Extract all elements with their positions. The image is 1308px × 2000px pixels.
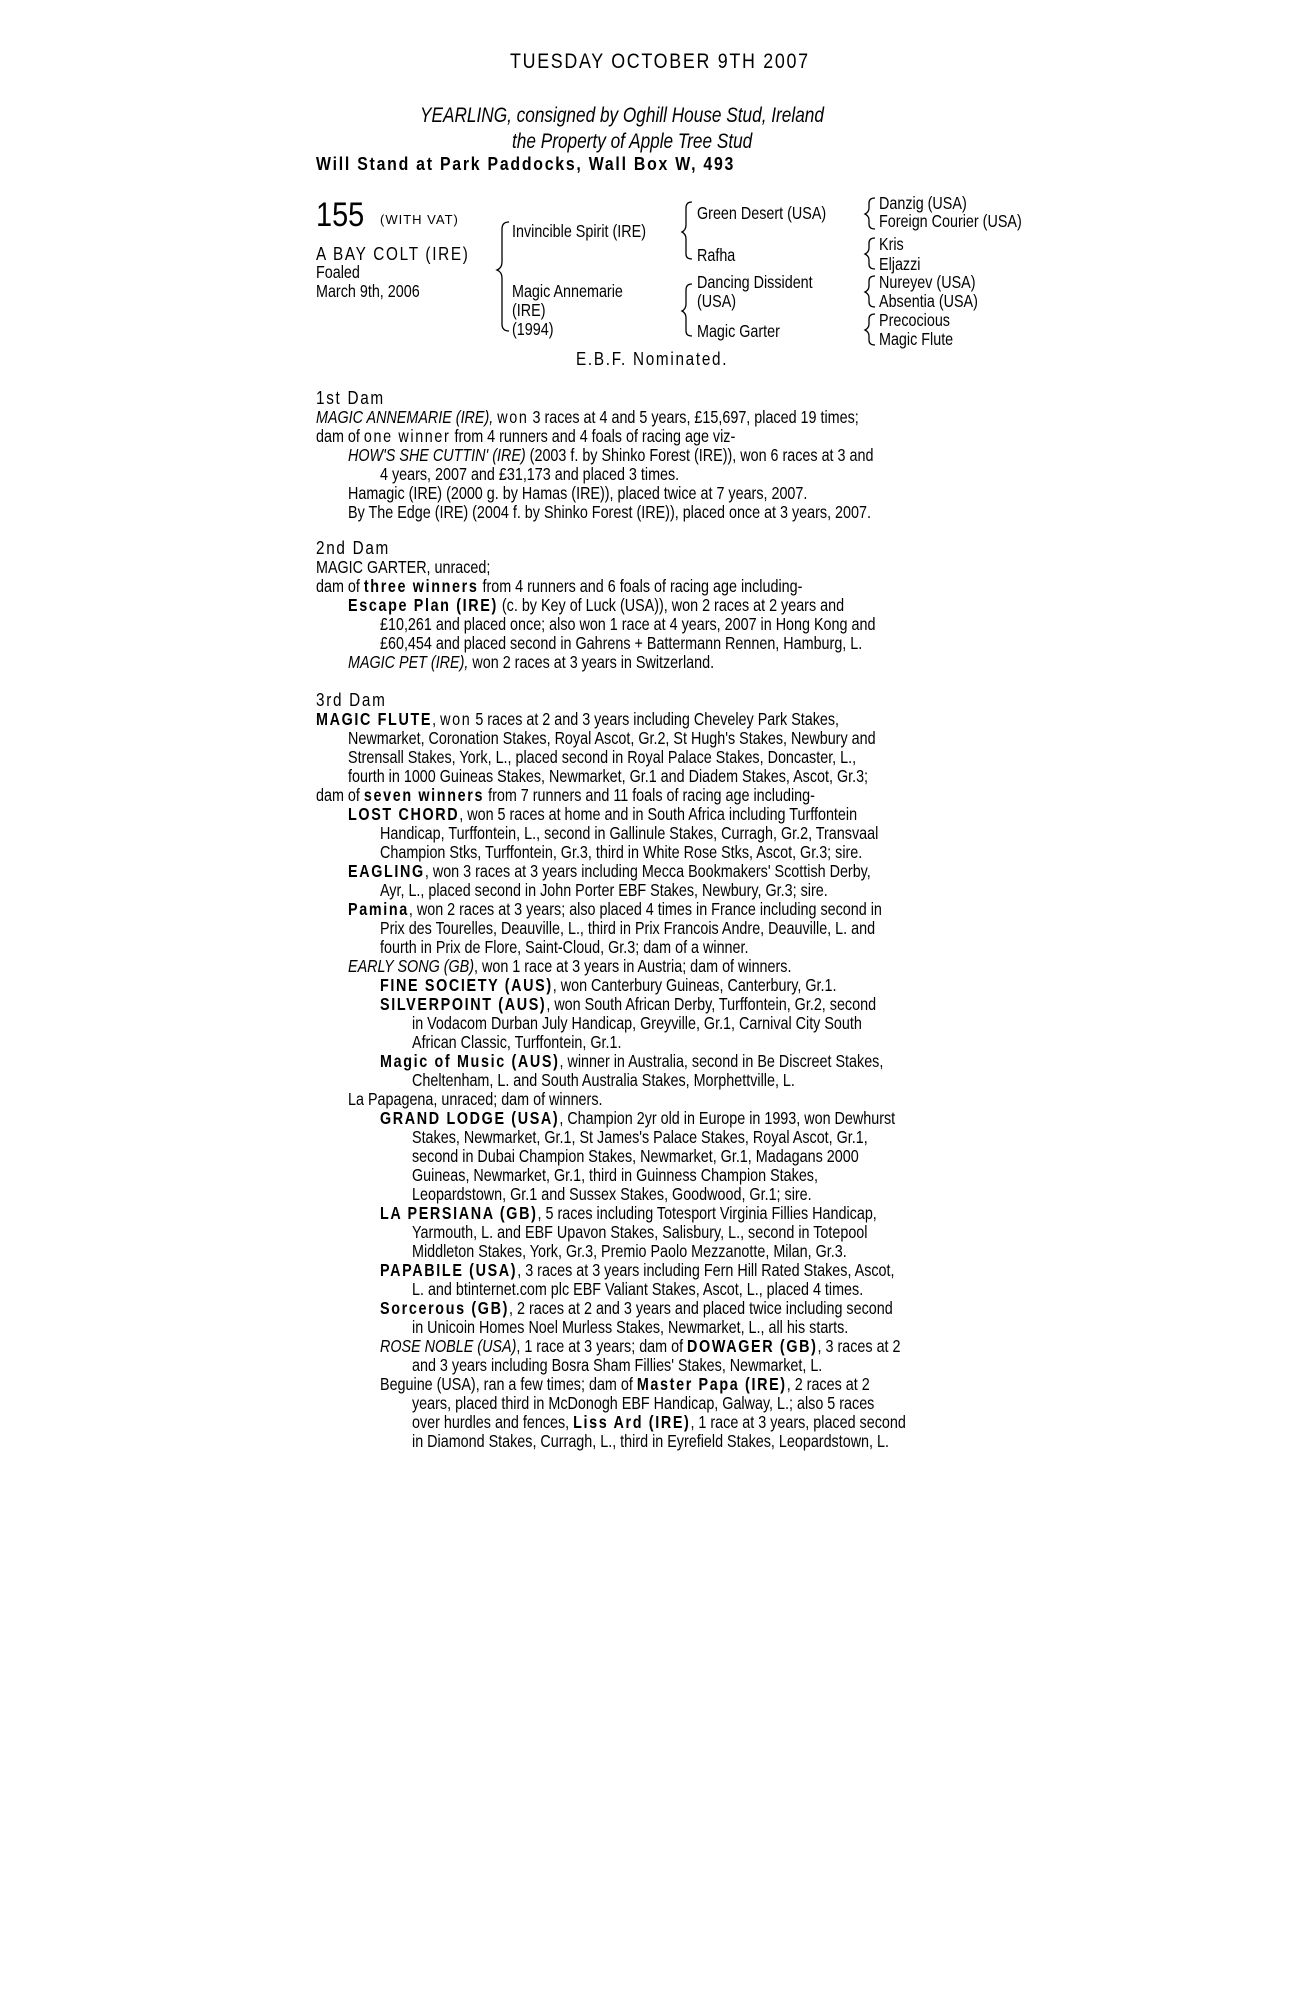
horse-name: FINE SOCIETY (AUS)	[380, 975, 553, 995]
horse-name: seven winners	[363, 785, 485, 805]
second-dam-line	[316, 577, 802, 596]
dam-line-3: (1994)	[512, 319, 554, 339]
sire-brace	[682, 202, 692, 259]
third-dam-line	[412, 1413, 906, 1432]
lot-number: 155	[316, 196, 365, 234]
third-dam-line	[412, 1128, 868, 1147]
horse-name: Pamina	[348, 899, 409, 919]
text-fragment: Leopardstown, Gr.1 and Sussex Stakes, Goodwood, Gr.1; sire.	[412, 1184, 812, 1204]
third-dam-line	[412, 1356, 822, 1375]
horse-name: Sorcerous (GB)	[380, 1298, 510, 1318]
second-dam-line	[348, 596, 844, 615]
consignor-line: YEARLING, consigned by Oghill House Stud, Ireland	[420, 104, 824, 127]
text-fragment: Guineas, Newmarket, Gr.1, third in Guinness Champion Stakes,	[412, 1165, 818, 1185]
third-dam-line	[380, 1109, 895, 1128]
third-dam-line	[380, 938, 749, 957]
text-fragment: 3 races at 4 and 5 years, £15,697, placed 19 times;	[532, 407, 859, 427]
text-fragment: , 1 race at 3 years; dam of	[516, 1336, 688, 1356]
text-fragment: L. and btinternet.com plc EBF Valiant Stakes, Ascot, L., placed 4 times.	[412, 1279, 864, 1299]
text-fragment: won	[440, 709, 472, 729]
text-fragment: Handicap, Turffontein, L., second in Gallinule Stakes, Curragh, Gr.2, Transvaal	[380, 823, 879, 843]
text-fragment: dam of	[316, 426, 360, 446]
property-line: the Property of Apple Tree Stud	[512, 130, 753, 153]
text-fragment: Strensall Stakes, York, L., placed second in Royal Palace Stakes, Doncaster, L.,	[348, 747, 857, 767]
horse-name: DOWAGER (GB)	[687, 1336, 818, 1356]
third-dam-line	[412, 1147, 859, 1166]
second-dam-line: £60,454 and placed second in Gahrens + Battermann Rennen, Hamburg, L.	[380, 633, 863, 653]
dam-dam: Magic Garter	[697, 321, 780, 341]
third-dam-line	[380, 824, 878, 843]
produce-name: MAGIC PET (IRE),	[348, 652, 469, 672]
third-dam-line	[316, 786, 815, 805]
first-dam-title: 1st Dam	[316, 388, 385, 408]
text-fragment: , 2 races at 2	[786, 1374, 870, 1394]
text-fragment: won	[497, 407, 529, 427]
sire-dam: Rafha	[697, 245, 736, 265]
dsd: Absentia (USA)	[879, 291, 978, 311]
text-fragment: , Champion 2yr old in Europe in 1993, won Dewhurst	[559, 1108, 896, 1128]
text-fragment: African Classic, Turffontein, Gr.1.	[412, 1032, 622, 1052]
g3-brace-3	[865, 276, 875, 307]
text-fragment: , 3 races at 3 years including Fern Hill Rated Stakes, Ascot,	[517, 1260, 895, 1280]
text-fragment: , 1 race at 3 years, placed second	[690, 1412, 906, 1432]
foaled-date: March 9th, 2006	[316, 281, 420, 301]
first-dam-line: 4 years, 2007 and £31,173 and placed 3 times.	[380, 464, 680, 484]
dds: Precocious	[879, 310, 950, 330]
second-dam-line: £10,261 and placed once; also won 1 race at 4 years, 2007 in Hong Kong and	[380, 614, 876, 634]
winners-count: one winner	[363, 426, 451, 446]
horse-name: GRAND LODGE (USA)	[380, 1108, 560, 1128]
first-dam-section	[316, 408, 1308, 528]
third-dam-line	[412, 1223, 867, 1242]
third-dam-line	[348, 862, 871, 881]
third-dam-title: 3rd Dam	[316, 690, 387, 710]
dss: Nureyev (USA)	[879, 272, 976, 292]
second-dam-line	[348, 653, 714, 672]
third-dam-section	[316, 710, 1308, 1470]
third-dam-line	[412, 1166, 818, 1185]
text-fragment: La Papagena, unraced; dam of winners.	[348, 1089, 603, 1109]
sds: Kris	[879, 234, 904, 254]
sss: Danzig (USA)	[879, 193, 967, 213]
third-dam-line	[412, 1071, 795, 1090]
produce-name: HOW'S SHE CUTTIN' (IRE)	[348, 445, 526, 465]
text-fragment: fourth in Prix de Flore, Saint-Cloud, Gr.3; dam of a winner.	[380, 937, 749, 957]
winners-count: three winners	[363, 576, 479, 596]
third-dam-line	[380, 995, 876, 1014]
horse-name: LA PERSIANA (GB)	[380, 1203, 538, 1223]
text-fragment: won 2 races at 3 years in Switzerland.	[472, 652, 715, 672]
text-fragment: Newmarket, Coronation Stakes, Royal Ascot, Gr.2, St Hugh's Stakes, Newbury and	[348, 728, 876, 748]
horse-name: Master Papa (IRE)	[636, 1374, 787, 1394]
sdd: Eljazzi	[879, 254, 921, 274]
text-fragment: Beguine (USA), ran a few times; dam of	[380, 1374, 637, 1394]
third-dam-line	[380, 1299, 893, 1318]
third-dam-line	[412, 1014, 862, 1033]
dam-line-2: (IRE)	[512, 300, 546, 320]
dam-sire-line-2: (USA)	[697, 291, 737, 311]
third-dam-line	[380, 1337, 901, 1356]
third-dam-line	[412, 1394, 874, 1413]
text-fragment: ,	[432, 709, 441, 729]
third-dam-line	[380, 881, 828, 900]
text-fragment: Yarmouth, L. and EBF Upavon Stakes, Salisbury, L., second in Totepool	[412, 1222, 868, 1242]
third-dam-line	[348, 957, 791, 976]
text-fragment: dam of	[316, 576, 360, 596]
text-fragment: , won 3 races at 3 years including Mecca Bookmakers' Scottish Derby,	[424, 861, 871, 881]
horse-description: A BAY COLT (IRE)	[316, 244, 470, 264]
text-fragment: , 3 races at 2	[817, 1336, 901, 1356]
text-fragment: Champion Stks, Turffontein, Gr.3, third in White Rose Stks, Ascot, Gr.3; sire.	[380, 842, 863, 862]
text-fragment: , won 1 race at 3 years in Austria; dam of winners.	[474, 956, 792, 976]
text-fragment: from 7 runners and 11 foals of racing age including-	[484, 785, 815, 805]
gen1-brace	[497, 222, 509, 331]
dam-name: MAGIC ANNEMARIE (IRE),	[316, 407, 494, 427]
text-fragment: second in Dubai Champion Stakes, Newmarket, Gr.1, Madagans 2000	[412, 1146, 859, 1166]
text-fragment: , won South African Derby, Turffontein, Gr.2, second	[546, 994, 877, 1014]
second-dam-section	[316, 558, 1308, 678]
first-dam-line	[316, 427, 735, 446]
text-fragment: from 4 runners and 6 foals of racing age including-	[482, 576, 803, 596]
dam-sire-line-1: Dancing Dissident	[697, 272, 813, 292]
text-fragment: Prix des Tourelles, Deauville, L., third in Prix Francois Andre, Deauville, L. and	[380, 918, 876, 938]
dam-line-1: Magic Annemarie	[512, 281, 623, 301]
horse-name: EARLY SONG (GB)	[348, 956, 475, 976]
ebf-nominated: E.B.F. Nominated.	[576, 349, 729, 369]
vat-note: (WITH VAT)	[380, 212, 459, 227]
pedigree-braces	[0, 0, 1308, 380]
text-fragment: years, placed third in McDonogh EBF Handicap, Galway, L.; also 5 races	[412, 1393, 875, 1413]
text-fragment: in Unicoin Homes Noel Murless Stakes, Newmarket, L., all his starts.	[412, 1317, 849, 1337]
third-dam-line	[316, 710, 839, 729]
third-dam-line	[348, 729, 876, 748]
third-dam-line	[348, 767, 868, 786]
horse-name: Magic of Music (AUS)	[380, 1051, 560, 1071]
text-fragment: , won Canterbury Guineas, Canterbury, Gr.1.	[552, 975, 837, 995]
third-dam-line	[412, 1033, 621, 1052]
text-fragment: in Vodacom Durban July Handicap, Greyville, Gr.1, Carnival City South	[412, 1013, 862, 1033]
foaled-label: Foaled	[316, 262, 360, 282]
horse-name: MAGIC FLUTE	[316, 709, 433, 729]
horse-name: EAGLING	[348, 861, 425, 881]
sale-date: TUESDAY OCTOBER 9TH 2007	[510, 50, 810, 73]
text-fragment: Ayr, L., placed second in John Porter EBF Stakes, Newbury, Gr.3; sire.	[380, 880, 828, 900]
third-dam-line	[380, 1052, 883, 1071]
text-fragment: 5 races at 2 and 3 years including Cheveley Park Stakes,	[471, 709, 840, 729]
g3-brace-4	[865, 314, 875, 345]
horse-name: PAPABILE (USA)	[380, 1260, 518, 1280]
second-dam-title: 2nd Dam	[316, 538, 390, 558]
sire-sire: Green Desert (USA)	[697, 203, 827, 223]
text-fragment: over hurdles and fences,	[412, 1412, 574, 1432]
text-fragment: and 3 years including Bosra Sham Fillies' Stakes, Newmarket, L.	[412, 1355, 823, 1375]
ssd: Foreign Courier (USA)	[879, 211, 1022, 231]
text-fragment: , 2 races at 2 and 3 years and placed twice including second	[509, 1298, 893, 1318]
text-fragment: (c. by Key of Luck (USA)), won 2 races at 2 years and	[501, 595, 845, 615]
text-fragment: , 5 races including Totesport Virginia Fillies Handicap,	[537, 1203, 877, 1223]
produce-name: Escape Plan (IRE)	[348, 595, 498, 615]
third-dam-line	[348, 1090, 602, 1109]
third-dam-line	[380, 1261, 894, 1280]
first-dam-line: Hamagic (IRE) (2000 g. by Hamas (IRE)), placed twice at 7 years, 2007.	[348, 483, 808, 503]
third-dam-line	[412, 1318, 848, 1337]
text-fragment: fourth in 1000 Guineas Stakes, Newmarket, Gr.1 and Diadem Stakes, Ascot, Gr.3;	[348, 766, 869, 786]
text-fragment: Cheltenham, L. and South Australia Stakes, Morphettville, L.	[412, 1070, 795, 1090]
third-dam-line	[348, 900, 882, 919]
first-dam-line	[348, 446, 873, 465]
text-fragment: , winner in Australia, second in Be Discreet Stakes,	[559, 1051, 884, 1071]
horse-name: ROSE NOBLE (USA)	[380, 1336, 517, 1356]
sire: Invincible Spirit (IRE)	[512, 221, 646, 241]
stand-line: Will Stand at Park Paddocks, Wall Box W, 493	[316, 154, 736, 174]
text-fragment: dam of	[316, 785, 364, 805]
text-fragment: in Diamond Stakes, Curragh, L., third in Eyrefield Stakes, Leopardstown, L.	[412, 1431, 889, 1451]
third-dam-line	[380, 976, 836, 995]
text-fragment: Stakes, Newmarket, Gr.1, St James's Palace Stakes, Royal Ascot, Gr.1,	[412, 1127, 868, 1147]
third-dam-line	[412, 1280, 863, 1299]
ddd: Magic Flute	[879, 329, 954, 349]
text-fragment: (2003 f. by Shinko Forest (IRE)), won 6 races at 3 and	[529, 445, 874, 465]
text-fragment: , won 2 races at 3 years; also placed 4 times in France including second in	[408, 899, 882, 919]
second-dam-line: MAGIC GARTER, unraced;	[316, 557, 491, 577]
third-dam-line	[380, 919, 875, 938]
third-dam-line	[380, 1204, 877, 1223]
text-fragment: Middleton Stakes, York, Gr.3, Premio Paolo Mezzanotte, Milan, Gr.3.	[412, 1241, 847, 1261]
third-dam-line	[412, 1432, 889, 1451]
text-fragment: , won 5 races at home and in South Africa including Turffontein	[459, 804, 858, 824]
horse-name: Liss Ard (IRE)	[573, 1412, 691, 1432]
third-dam-line	[412, 1242, 847, 1261]
third-dam-line	[380, 843, 862, 862]
third-dam-line	[380, 1375, 870, 1394]
first-dam-line: By The Edge (IRE) (2004 f. by Shinko Forest (IRE)), placed once at 3 years, 2007.	[348, 502, 871, 522]
first-dam-line	[316, 408, 859, 427]
third-dam-line	[348, 748, 856, 767]
horse-name: SILVERPOINT (AUS)	[380, 994, 547, 1014]
third-dam-line	[348, 805, 857, 824]
text-fragment: from 4 runners and 4 foals of racing age viz-	[454, 426, 736, 446]
g3-brace-2	[865, 238, 875, 269]
dam-brace	[682, 284, 692, 336]
g3-brace-1	[865, 198, 875, 229]
horse-name: LOST CHORD	[348, 804, 460, 824]
third-dam-line	[412, 1185, 812, 1204]
